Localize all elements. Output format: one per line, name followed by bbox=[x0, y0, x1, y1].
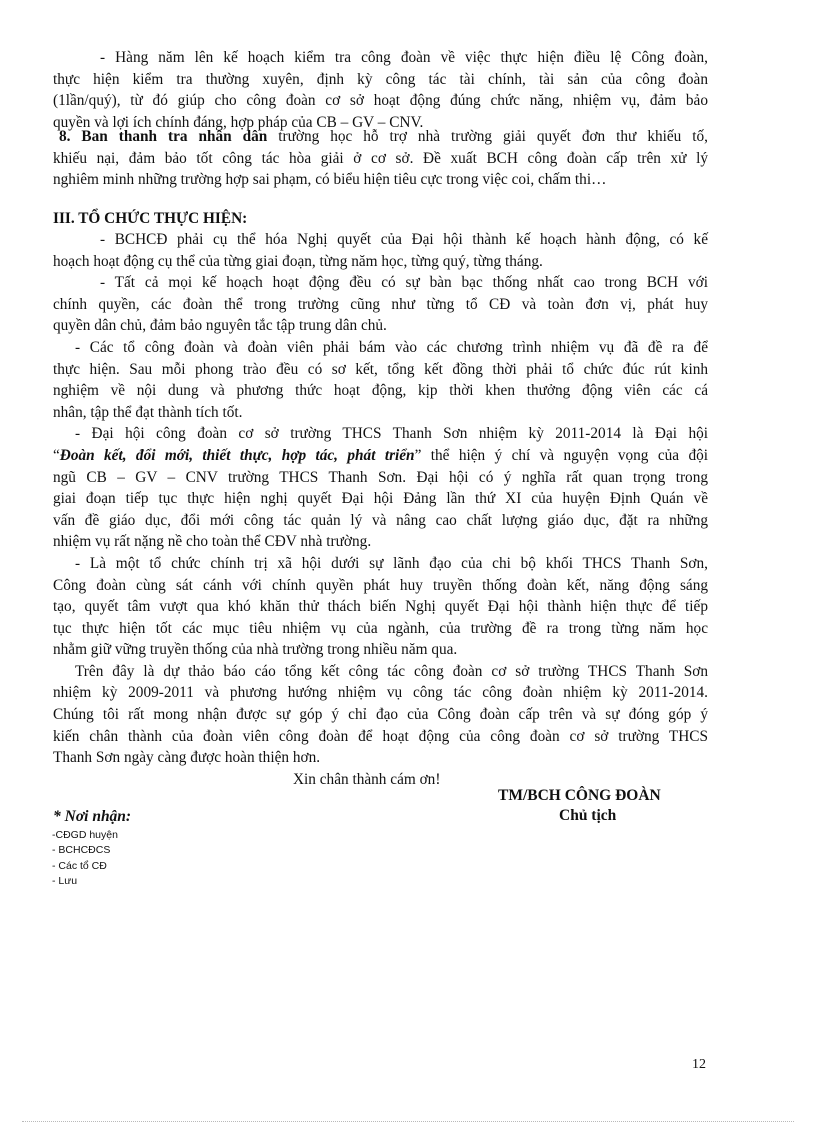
recipient-item: -CĐGD huyện bbox=[52, 829, 118, 841]
text-line: khiếu nại, đảm bảo tốt công tác hòa giải ở cơ sở. Đề xuất BCH công đoàn cấp trên xử lý bbox=[53, 149, 708, 167]
quote-open: “ bbox=[53, 446, 60, 464]
section-3-body bbox=[53, 229, 708, 790]
text-line: Thanh Sơn ngày càng được hoàn thiện hơn. bbox=[53, 749, 321, 767]
recipient-item: - BCHCĐCS bbox=[52, 844, 111, 857]
text-line: - Là một tổ chức chính trị xã hội dưới sự lãnh đạo của chi bộ khối THCS Thanh Sơn, bbox=[75, 554, 708, 572]
closing-thanks: Xin chân thành cám ơn! bbox=[293, 770, 441, 788]
text-line: ngũ CB – GV – CNV trường THCS Thanh Sơn. Đại hội có ý nghĩa rất quan trọng trong bbox=[53, 468, 708, 486]
signature-role: Chủ tịch bbox=[559, 807, 617, 824]
recipient-item: - Lưu bbox=[52, 874, 78, 887]
section-heading: III. TỔ CHỨC THỰC HIỆN: bbox=[53, 210, 248, 227]
recipients-title: * Nơi nhận: bbox=[53, 808, 132, 825]
item-8-label: 8. Ban thanh tra nhân dân bbox=[59, 128, 268, 145]
text-line: nhiệm vụ rất nặng nề cho toàn thể CĐV nhà trường. bbox=[53, 533, 372, 551]
text-line: tạo, quyết tâm vượt qua khó khăn thử thách biến Nghị quyết Đại hội thành hiện thực để tiếp bbox=[53, 598, 708, 616]
text-line: nghiêm minh những trường hợp sai phạm, có biểu hiện tiêu cực trong việc coi, chấm thi… bbox=[53, 171, 607, 189]
signature-org: TM/BCH CÔNG ĐOÀN bbox=[498, 787, 661, 804]
text-line bbox=[53, 126, 708, 148]
text-line: - Các tổ công đoàn và đoàn viên phải bám vào các chương trình nhiệm vụ đã đề ra để bbox=[75, 338, 708, 356]
recipients-list bbox=[52, 828, 118, 889]
inspection-paragraph bbox=[53, 47, 708, 133]
text-line: - Đại hội công đoàn cơ sở trường THCS Thanh Sơn nhiệm kỳ 2011-2014 là Đại hội bbox=[75, 425, 708, 443]
text-line: Chúng tôi rất mong nhận được sự góp ý chỉ đạo của Công đoàn cấp trên và sự đóng góp ý bbox=[53, 706, 708, 724]
text-line: quyền và lợi ích chính đáng, hợp pháp của CB – GV – CNV. bbox=[53, 113, 424, 131]
quote-close: ” bbox=[414, 446, 422, 464]
text-line: Công đoàn cùng sát cánh với chính quyền phát huy truyền thống đoàn kết, năng động sáng bbox=[53, 576, 708, 594]
text-line: - Tất cả mọi kế hoạch hoạt động đều có sự bàn bạc thống nhất cao trong BCH với bbox=[100, 274, 708, 292]
text-line: - BCHCĐ phải cụ thể hóa Nghị quyết của Đại hội thành kế hoạch hành động, có kế bbox=[100, 231, 708, 248]
text-line: thực hiện. Sau mỗi phong trào đều có sơ kết, tổng kết đồng thời phải tổ chức đúc rút kinh bbox=[53, 360, 708, 378]
text-line: giai đoạn tiếp tục thực hiện nghị quyết Đại hội Đảng lần thứ XI của huyện Định Quán về bbox=[53, 490, 708, 508]
text-line: vấn đề giáo dục, đổi mới công tác quản lý và nâng cao chất lượng giáo dục, đặt ra những bbox=[53, 511, 708, 529]
text-line: hoạch hoạt động cụ thể của từng giai đoạn, từng năm học, từng quý, từng tháng. bbox=[53, 252, 543, 270]
footer-divider bbox=[22, 1121, 794, 1122]
text-line: quyền dân chủ, đảm bảo nguyên tắc tập trung dân chủ. bbox=[53, 317, 387, 335]
item-8-text: trường học hỗ trợ nhà trường giải quyết đơn thư khiếu tố, bbox=[267, 128, 708, 145]
text-span: thể hiện ý chí và nguyện vọng của đội bbox=[421, 446, 708, 464]
text-line: chính quyền, các đoàn thể trong trường cũng như từng tổ CĐ và toàn đơn vị, phát huy bbox=[53, 295, 708, 313]
text-line: kiến chân thành của đoàn viên công đoàn để hoạt động của công đoàn cơ sở trường THCS bbox=[53, 727, 708, 745]
congress-slogan: Đoàn kết, đổi mới, thiết thực, hợp tác, phát triển bbox=[59, 446, 415, 464]
text-line: nghiệm về nội dung và phương thức hoạt động, kịp thời khen thưởng động viên các cá bbox=[53, 382, 708, 400]
text-line: nhiệm kỳ 2009-2011 và phương hướng nhiệm vụ công tác công đoàn nhiệm kỳ 2011-2014. bbox=[53, 684, 708, 702]
text-line: tục thực hiện tốt các mục tiêu nhiệm vụ của ngành, của trường đề ra trong từng năm học bbox=[53, 619, 708, 637]
text-line: nhân, tập thể đạt thành tích tốt. bbox=[53, 403, 243, 421]
section-3-heading-wrap bbox=[53, 208, 708, 230]
text-line: Trên đây là dự thảo báo cáo tổng kết công tác công đoàn cơ sở trường THCS Thanh Sơn bbox=[75, 662, 708, 680]
recipient-item: - Các tổ CĐ bbox=[52, 859, 107, 872]
text-line: - Hàng năm lên kế hoạch kiểm tra công đoàn về việc thực hiện điều lệ Công đoàn, bbox=[100, 49, 708, 66]
text-line bbox=[53, 445, 708, 467]
text-line: (1lần/quý), từ đó giúp cho công đoàn cơ sở hoạt động đúng chức năng, nhiệm vụ, đảm bảo bbox=[53, 92, 708, 110]
item-8-paragraph bbox=[53, 126, 708, 191]
text-line: nhằm giữ vững truyền thống của nhà trường trong nhiều năm qua. bbox=[53, 641, 458, 659]
page-number: 12 bbox=[692, 1057, 706, 1072]
text-line: thực hiện kiểm tra thường xuyên, định kỳ công tác tài chính, tài sản của công đoàn bbox=[53, 70, 708, 88]
